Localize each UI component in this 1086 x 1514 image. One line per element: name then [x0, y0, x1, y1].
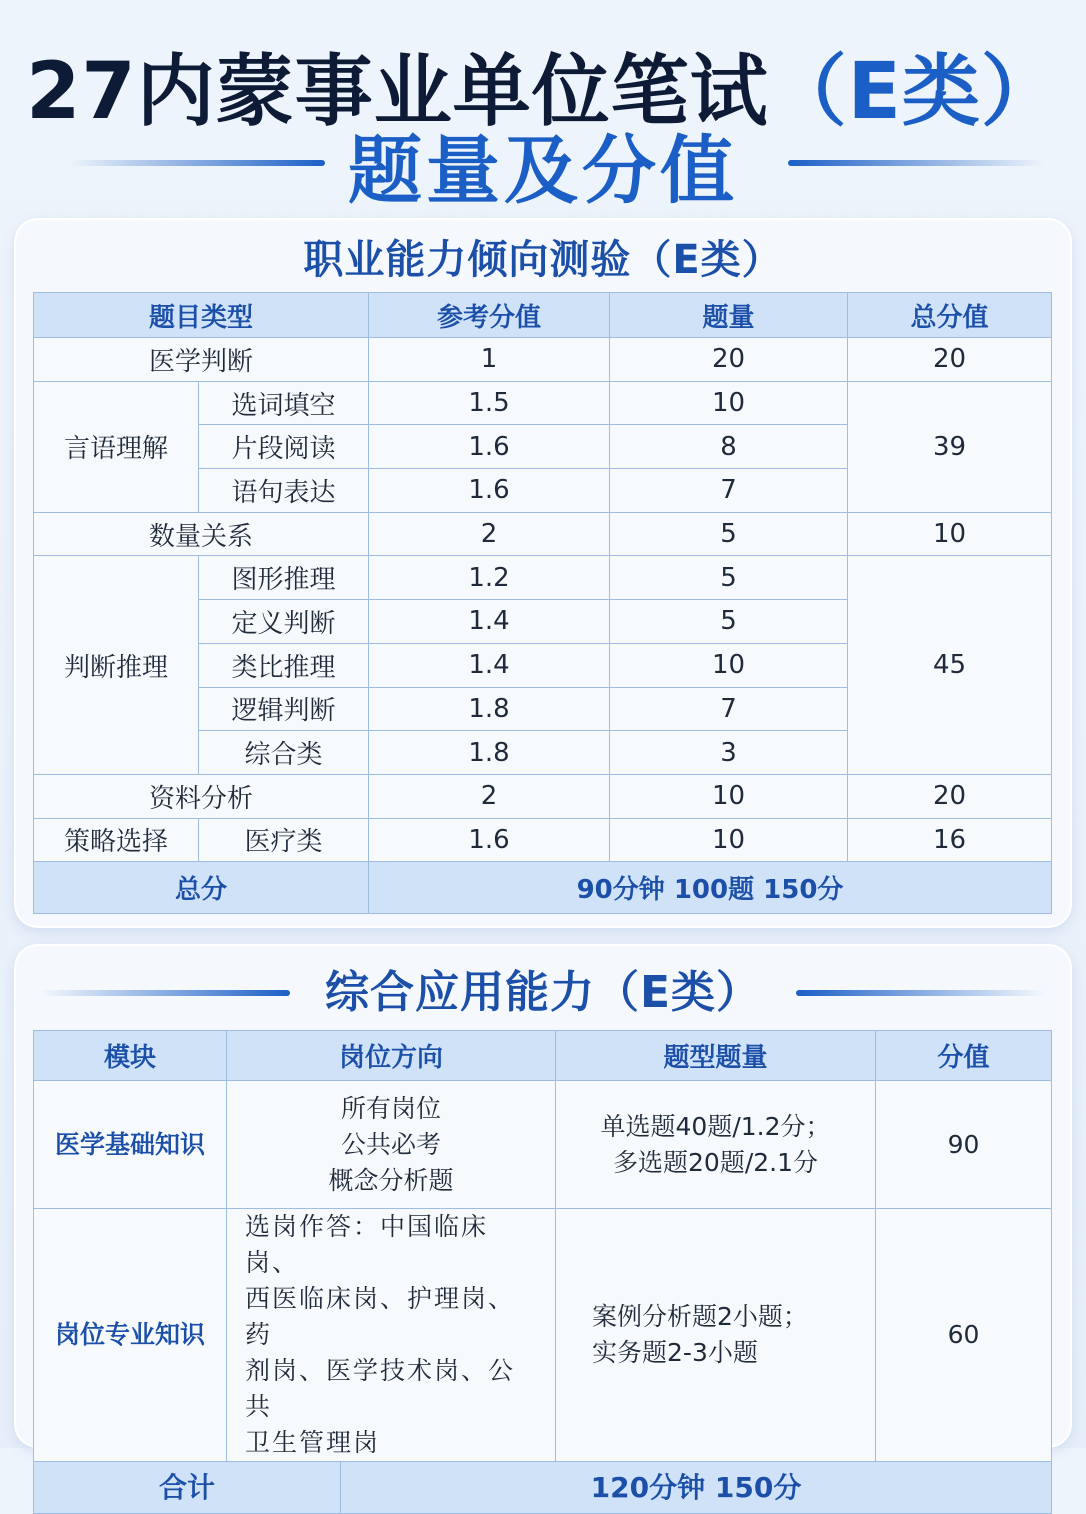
page-header [0, 0, 1086, 215]
cell-count: 5 [610, 512, 848, 556]
header-score: 分值 [876, 1031, 1052, 1081]
cell-type: 言语理解 [34, 381, 199, 512]
title-main: 27内蒙事业单位笔试 [26, 47, 769, 137]
cell-module: 岗位专业知识 [34, 1209, 227, 1462]
cell-count: 7 [610, 469, 848, 513]
cell-subtype: 语句表达 [199, 469, 369, 513]
cell-score: 1 [369, 338, 610, 382]
table-row [34, 381, 1052, 425]
section-application-title: 综合应用能力（E类） [324, 967, 762, 1018]
cell-count: 20 [610, 338, 848, 382]
cell-types [556, 1081, 876, 1209]
header-count: 题量 [610, 293, 848, 338]
cell-direction [227, 1209, 556, 1462]
cell-total: 45 [848, 556, 1052, 774]
types-line: 实务题2-3小题 [592, 1338, 758, 1367]
cell-subtype: 医疗类 [199, 818, 369, 862]
cell-type: 判断推理 [34, 556, 199, 774]
table-total-row [34, 862, 1052, 914]
cell-subtype: 图形推理 [199, 556, 369, 600]
direction-line: 公共必考 [341, 1129, 442, 1159]
aptitude-table [33, 292, 1052, 914]
cell-score: 1.6 [369, 469, 610, 513]
cell-total: 20 [848, 774, 1052, 818]
header-total: 总分值 [848, 293, 1052, 338]
table-row [34, 556, 1052, 600]
cell-count: 10 [610, 381, 848, 425]
cell-count: 10 [610, 774, 848, 818]
cell-subtype: 逻辑判断 [199, 687, 369, 731]
cell-count: 5 [610, 556, 848, 600]
cell-type: 策略选择 [34, 818, 199, 862]
cell-score: 1.6 [369, 425, 610, 469]
table-row [34, 1081, 1052, 1209]
types-line: 案例分析题2小题； [592, 1302, 808, 1331]
cell-direction [227, 1081, 556, 1209]
cell-type: 数量关系 [34, 512, 369, 556]
direction-line: 卫生管理岗 [245, 1428, 381, 1457]
cell-count: 5 [610, 600, 848, 644]
cell-score: 1.8 [369, 687, 610, 731]
page-title [0, 42, 1086, 142]
types-line: 多选题20题/2.1分 [613, 1147, 819, 1177]
cell-module: 医学基础知识 [34, 1081, 227, 1209]
cell-total: 16 [848, 818, 1052, 862]
cell-type: 医学判断 [34, 338, 369, 382]
cell-subtype: 选词填空 [199, 381, 369, 425]
cell-total: 20 [848, 338, 1052, 382]
table-row [34, 512, 1052, 556]
direction-line: 剂岗、医学技术岗、公共 [245, 1356, 516, 1421]
section-deco-right [796, 990, 1046, 996]
header-type: 题目类型 [34, 293, 369, 338]
header-module: 模块 [34, 1031, 227, 1081]
header-score: 参考分值 [369, 293, 610, 338]
section-aptitude-title: 职业能力倾向测验（E类） [303, 237, 783, 283]
cell-score: 1.5 [369, 381, 610, 425]
table-row [34, 774, 1052, 818]
cell-score: 2 [369, 774, 610, 818]
cell-score: 1.8 [369, 731, 610, 775]
cell-count: 7 [610, 687, 848, 731]
cell-types [556, 1209, 876, 1462]
title-accent: （E类） [768, 47, 1060, 137]
table-row [34, 818, 1052, 862]
cell-count: 3 [610, 731, 848, 775]
table-header-row [34, 293, 1052, 338]
cell-score: 60 [876, 1209, 1052, 1462]
direction-line: 所有岗位 [341, 1093, 442, 1123]
title-deco-right [788, 160, 1043, 166]
cell-score: 90 [876, 1081, 1052, 1209]
cell-total: 39 [848, 381, 1052, 512]
total-value: 120分钟 150分 [341, 1462, 1052, 1514]
table-total-row [34, 1462, 1052, 1514]
total-label: 总分 [34, 862, 369, 914]
cell-total: 10 [848, 512, 1052, 556]
cell-score: 2 [369, 512, 610, 556]
direction-line: 西医临床岗、护理岗、药 [245, 1284, 516, 1349]
page-subtitle: 题量及分值 [348, 128, 738, 214]
direction-line: 选岗作答：中国临床岗、 [245, 1212, 489, 1277]
cell-score: 1.4 [369, 643, 610, 687]
cell-subtype: 定义判断 [199, 600, 369, 644]
total-value: 90分钟 100题 150分 [369, 862, 1052, 914]
table-header-row [34, 1031, 1052, 1081]
cell-score: 1.6 [369, 818, 610, 862]
cell-score: 1.2 [369, 556, 610, 600]
application-table [33, 1030, 1052, 1514]
section-aptitude-card [16, 220, 1070, 926]
cell-count: 8 [610, 425, 848, 469]
section-application-card [16, 946, 1070, 1504]
cell-type: 资料分析 [34, 774, 369, 818]
table-row [34, 338, 1052, 382]
cell-subtype: 片段阅读 [199, 425, 369, 469]
direction-line: 概念分析题 [328, 1165, 454, 1195]
cell-count: 10 [610, 643, 848, 687]
header-types: 题型题量 [556, 1031, 876, 1081]
types-line: 单选题40题/1.2分； [600, 1111, 831, 1141]
table-row [34, 1209, 1052, 1462]
cell-subtype: 类比推理 [199, 643, 369, 687]
header-direction: 岗位方向 [227, 1031, 556, 1081]
total-label: 合计 [34, 1462, 341, 1514]
cell-score: 1.4 [369, 600, 610, 644]
cell-count: 10 [610, 818, 848, 862]
cell-subtype: 综合类 [199, 731, 369, 775]
